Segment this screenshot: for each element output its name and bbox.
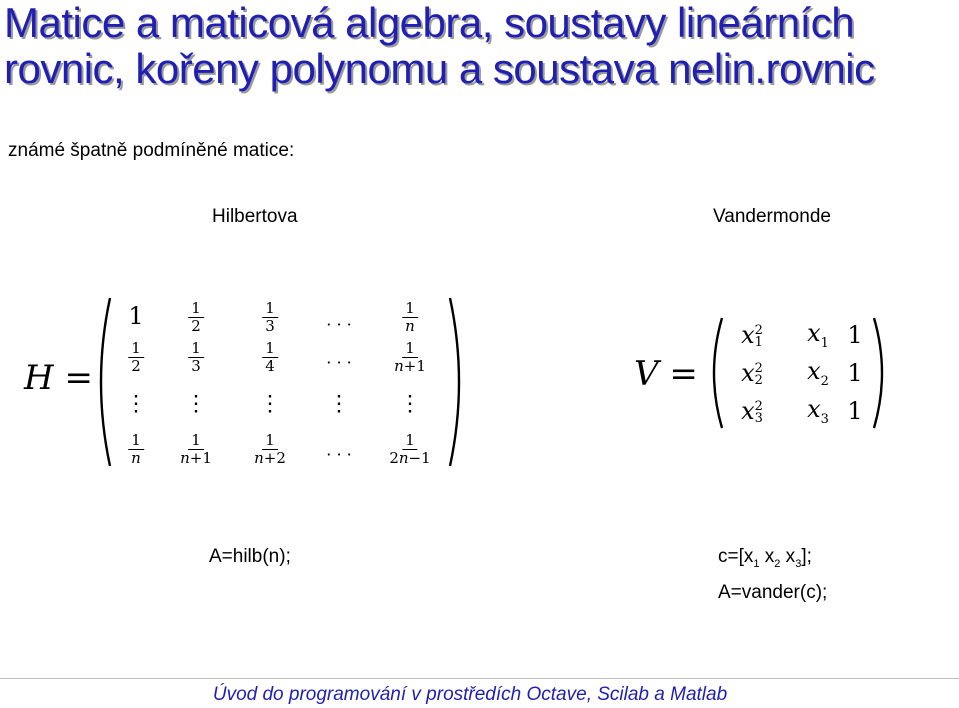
- h-r3-c1: ⋮: [125, 391, 147, 417]
- v-r1-c1: x 2 1: [741, 321, 763, 350]
- vandermonde-left-paren: [704, 316, 726, 430]
- hilbert-command: A=hilb(n);: [209, 546, 291, 567]
- h-r2-dots: . . .: [326, 348, 352, 368]
- slide-title: [4, 0, 959, 92]
- h-r2-c1: $\frac{1}{2}$: [128, 338, 144, 374]
- h-r3-c5: ⋮: [399, 391, 421, 417]
- h-r4-dots: . . .: [326, 440, 352, 460]
- v-r3-c2: $x_3$: [807, 395, 829, 427]
- v-r2-c1: x 2 2: [741, 359, 763, 388]
- h-r1-c5: $\frac{1}{n}$: [402, 298, 418, 334]
- v-r3-c3: 1: [847, 397, 863, 425]
- hilbert-symbol: H =: [24, 358, 93, 398]
- h-r1-c3: $\frac{1}{3}$: [262, 298, 278, 334]
- h-r4-c2: $\frac{1}{n+1}$: [180, 431, 212, 467]
- footer-divider: [0, 678, 959, 679]
- h-r4-c5: $\frac{1}{2n-1}$: [389, 431, 431, 467]
- footer: Úvod do programování v prostředích Octave, Scilab a Matlab: [212, 684, 728, 705]
- h-r3-c2: ⋮: [185, 391, 207, 417]
- h-r1-dots: . . .: [326, 310, 352, 330]
- vandermonde-label: Vandermonde: [713, 206, 831, 227]
- vandermonde-command-2: A=vander(c);: [718, 582, 828, 603]
- h-r1-c2: $\frac{1}{2}$: [188, 298, 204, 334]
- v-r1-c3: 1: [847, 321, 863, 349]
- hilbert-label: Hilbertova: [212, 206, 298, 227]
- vandermonde-right-paren: [870, 316, 892, 430]
- vandermonde-command-1: $c=[x_1$ $x_2$ $x_3$];: [718, 546, 812, 570]
- h-r1-c1: 1: [128, 302, 144, 330]
- h-r3-c4: ⋮: [328, 391, 350, 417]
- v-r2-c3: 1: [847, 359, 863, 387]
- hilbert-left-paren: [90, 296, 114, 468]
- v-r1-c2: $x_1$: [807, 319, 829, 351]
- h-r2-c5: $\frac{1}{n+1}$: [394, 339, 426, 375]
- v-r3-c1: x 2 3: [741, 397, 763, 426]
- h-r4-c3: $\frac{1}{n+2}$: [254, 431, 286, 467]
- h-r2-c3: $\frac{1}{4}$: [262, 338, 278, 374]
- slide-title-line-2: rovnic, kořeny polynomu a soustava nelin.rovnic: [4, 45, 875, 92]
- slide-title-line-1: Matice a maticová algebra, soustavy lineárních: [4, 0, 855, 46]
- h-r2-c2: $\frac{1}{3}$: [188, 338, 204, 374]
- h-r4-c1: $\frac{1}{n}$: [128, 430, 144, 466]
- h-r3-c3: ⋮: [259, 391, 281, 417]
- hilbert-right-paren: [446, 296, 470, 468]
- v-r2-c2: $x_2$: [807, 357, 829, 389]
- vandermonde-symbol: V =: [634, 354, 698, 394]
- subtitle: známé špatně podmíněné matice:: [8, 140, 295, 161]
